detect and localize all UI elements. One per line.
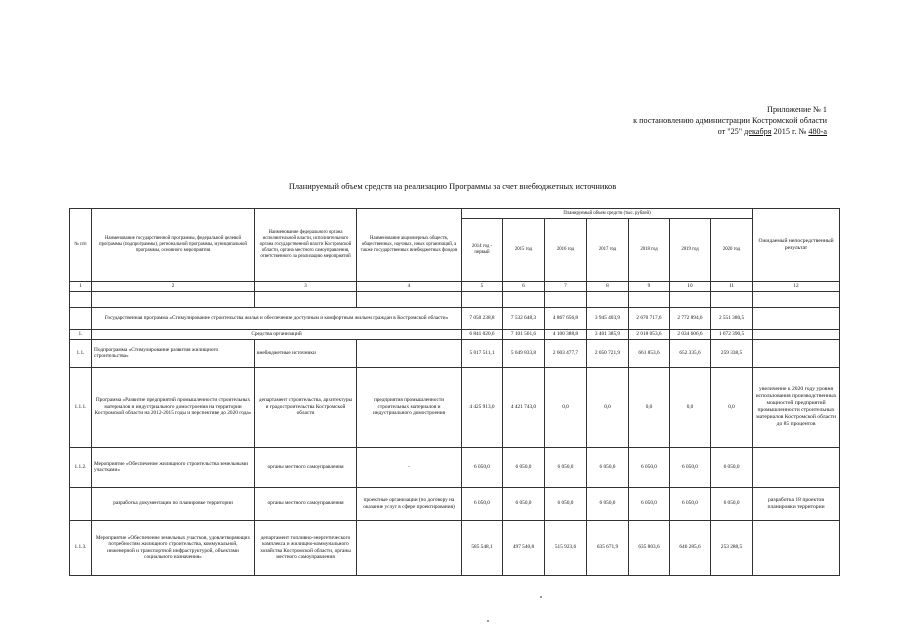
- column-number: 7: [545, 282, 587, 292]
- column-number: 3: [255, 282, 357, 292]
- row-value: 5 649 833,8: [503, 339, 545, 367]
- header-program: Наименование государственной программы, федеральной целевой программы (подпрограммы), региональной программы, муниципальной программы, основного мероприятия: [92, 209, 255, 282]
- row-value: 3 401 385,9: [587, 329, 629, 339]
- row-authority: органы местного самоуправления: [255, 447, 357, 487]
- row-value: 7 050 238,8: [462, 307, 503, 329]
- row-value: 6 050,0: [629, 447, 670, 487]
- budget-table: [69, 208, 840, 576]
- row-authority: департамент топливно-энергетического комплекса и жилищно-коммунального хозяйства Костромской области, органы местного самоуправления: [255, 520, 357, 575]
- row-value: 6 050,0: [503, 487, 545, 520]
- row-value: 259 338,5: [711, 339, 753, 367]
- row-value: 4 421 743,0: [503, 367, 545, 447]
- row-program: Средства организаций: [92, 329, 462, 339]
- row-value: 2 551 380,5: [711, 307, 753, 329]
- row-value: 661 853,6: [629, 339, 670, 367]
- header-organization: Наименование акционерных обществ, общественных, научных, иных организаций, а также государственных внебюджетных фондов: [357, 209, 462, 282]
- document-title: Планируемый объем средств на реализацию Программы за счет внебюджетных источников: [288, 182, 617, 191]
- appendix-date-line: [633, 126, 827, 137]
- row-result: [753, 447, 840, 487]
- row-num: 1.1.3.: [70, 520, 92, 575]
- row-value: 6 050,0: [587, 487, 629, 520]
- scan-speck: [487, 620, 489, 622]
- column-number: 11: [711, 282, 753, 292]
- appendix-header: [633, 104, 827, 137]
- row-program: Мероприятие «Обеспечение жилищного строительства земельными участками»: [92, 447, 255, 487]
- row-program: Государственная программа «Стимулирование строительства жилья и обеспечение доступным и комфортным жильем граждан в Костромской области»: [92, 307, 462, 329]
- row-organization: [357, 520, 462, 575]
- row-value: 7 532 648,3: [503, 307, 545, 329]
- table-row: [70, 339, 840, 367]
- row-authority: органы местного самоуправления: [255, 487, 357, 520]
- row-num: [70, 307, 92, 329]
- row-value: 2 034 606,6: [670, 329, 711, 339]
- row-value: 6 050,0: [462, 487, 503, 520]
- table-row: [70, 447, 840, 487]
- row-num: [70, 487, 92, 520]
- row-value: 585 548,1: [462, 520, 503, 575]
- row-value: 2 670 717,6: [629, 307, 670, 329]
- table-row: [70, 329, 840, 339]
- row-authority: внебюджетные источники: [255, 339, 357, 367]
- row-num: 1.1.: [70, 339, 92, 367]
- appendix-date-number: 480-а: [808, 127, 827, 136]
- column-number: 1: [70, 282, 92, 292]
- row-value: 497 540,8: [503, 520, 545, 575]
- header-result: Ожидаемый непосредственный результат: [753, 209, 840, 282]
- row-value: 1 672 390,5: [711, 329, 753, 339]
- row-program: Подпрограмма «Стимулирование развития жилищного строительства»: [92, 339, 255, 367]
- row-result: разработка 18 проектов планировки территории: [753, 487, 840, 520]
- column-number: 10: [670, 282, 711, 292]
- header-year: 2018 год: [629, 219, 670, 282]
- row-num: 1.1.1.: [70, 367, 92, 447]
- row-value: 7 101 561,6: [503, 329, 545, 339]
- header-year: 2014 год - первый: [462, 219, 503, 282]
- table-row: [70, 367, 840, 447]
- column-number: 5: [462, 282, 503, 292]
- row-result: [753, 339, 840, 367]
- column-number: 6: [503, 282, 545, 292]
- appendix-date-year: 2015 г. №: [773, 127, 807, 136]
- header-num: № п/п: [70, 209, 92, 282]
- column-number: 12: [753, 282, 840, 292]
- row-value: 6 050,0: [629, 487, 670, 520]
- row-authority: департамент строительства, архитектуры и градостроительства Костромской области: [255, 367, 357, 447]
- row-value: 6 050,0: [545, 447, 587, 487]
- row-program: разработка документации по планировке территории: [92, 487, 255, 520]
- header-year: 2015 год: [503, 219, 545, 282]
- spacer-row: [70, 291, 840, 307]
- row-value: 0,0: [587, 367, 629, 447]
- row-organization: проектные организации (по договору на оказание услуг в сфере проектирования): [357, 487, 462, 520]
- row-value: 6 050,0: [503, 447, 545, 487]
- row-num: 1.1.2.: [70, 447, 92, 487]
- header-year: 2017 год: [587, 219, 629, 282]
- row-program: Мероприятие «Обеспечение земельных участков, удовлетворяющих потребностям жилищного строительства, коммунальной, инженерной и транспортной инфраструктурой, объектами социального назначения»: [92, 520, 255, 575]
- row-value: 515 923,6: [545, 520, 587, 575]
- row-value: 0,0: [670, 367, 711, 447]
- row-value: 6 050,0: [670, 487, 711, 520]
- row-value: 2 772 894,6: [670, 307, 711, 329]
- table-row: [70, 307, 840, 329]
- row-value: 635 671,9: [587, 520, 629, 575]
- column-number: 9: [629, 282, 670, 292]
- row-value: 2 018 053,6: [629, 329, 670, 339]
- row-value: 0,0: [711, 367, 753, 447]
- scan-speck: [540, 596, 542, 598]
- column-number-row: [70, 282, 840, 292]
- appendix-date-month: декабря: [744, 127, 772, 136]
- appendix-line-1: Приложение № 1: [767, 105, 827, 114]
- row-value: 646 285,6: [670, 520, 711, 575]
- row-value: 6 841 020,6: [462, 329, 503, 339]
- row-result: [753, 520, 840, 575]
- row-program: Программа «Развитие предприятий промышленности строительных материалов и индустриального домостроения на территории Костромской области на 2012-2015 годы и перспективе до 2020 года»: [92, 367, 255, 447]
- table-row: [70, 487, 840, 520]
- row-value: 6 050,0: [711, 487, 753, 520]
- row-value: 253 288,5: [711, 520, 753, 575]
- row-value: 0,0: [545, 367, 587, 447]
- row-organization: -: [357, 447, 462, 487]
- column-number: 2: [92, 282, 255, 292]
- header-volume: Планируемый объем средств (тыс. рублей): [462, 209, 753, 219]
- row-value: 6 050,0: [711, 447, 753, 487]
- row-value: 6 050,0: [587, 447, 629, 487]
- header-year: 2016 год: [545, 219, 587, 282]
- column-number: 4: [357, 282, 462, 292]
- row-value: 2 603 477,7: [545, 339, 587, 367]
- row-value: 0,0: [629, 367, 670, 447]
- row-num: 1.: [70, 329, 92, 339]
- row-value: 6 050,0: [462, 447, 503, 487]
- row-organization: [357, 339, 462, 367]
- appendix-date-prefix: от "25": [717, 127, 743, 136]
- row-value: 4 100 388,8: [545, 329, 587, 339]
- row-value: 652 335,6: [670, 339, 711, 367]
- row-value: 2 050 721,9: [587, 339, 629, 367]
- row-organization: предприятия промышленности строительных материалов и индустриального домостроения: [357, 367, 462, 447]
- header-year: 2019 год: [670, 219, 711, 282]
- row-value: 3 945 403,9: [587, 307, 629, 329]
- column-number: 8: [587, 282, 629, 292]
- header-year: 2020 год: [711, 219, 753, 282]
- row-result: увеличение к 2020 году уровня использования производственных мощностей предприятий промышленности строительных материалов Костромской области до 85 процентов: [753, 367, 840, 447]
- table-row: [70, 520, 840, 575]
- row-value: 635 803,6: [629, 520, 670, 575]
- row-value: 6 050,0: [545, 487, 587, 520]
- row-value: 4 867 656,8: [545, 307, 587, 329]
- row-value: 5 017 511,1: [462, 339, 503, 367]
- row-value: 6 050,0: [670, 447, 711, 487]
- header-authority: Наименование федерального органа исполнительной власти, исполнительного органа государственной власти Костромской области, органа местного самоуправления, ответственного за реализацию мероприятий: [255, 209, 357, 282]
- appendix-line-2: к постановлению администрации Костромской области: [633, 116, 827, 125]
- row-value: 4 425 913,0: [462, 367, 503, 447]
